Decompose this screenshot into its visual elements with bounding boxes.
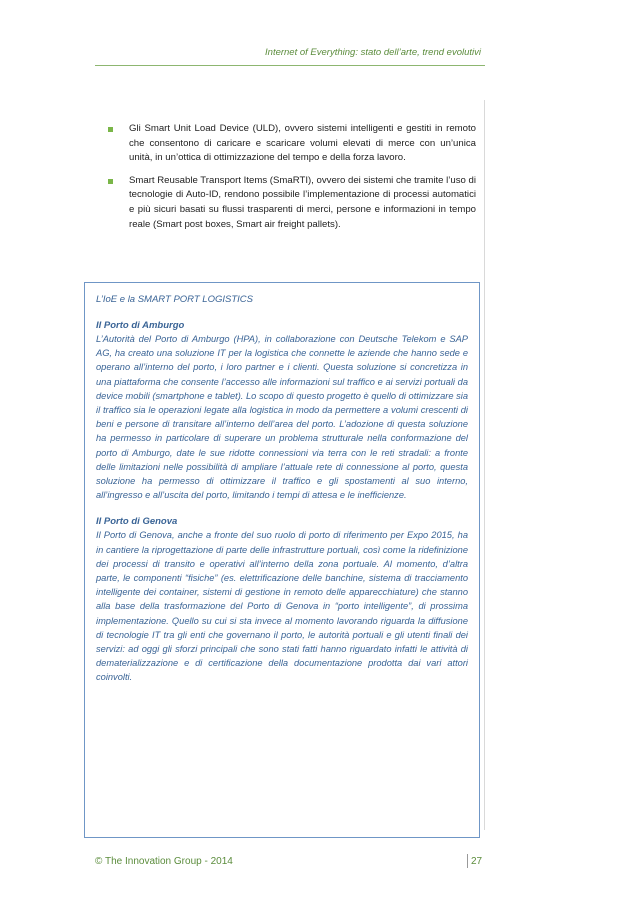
section-text-amburgo: L’Autorità del Porto di Amburgo (HPA), in collaborazione con Deutsche Telekom e SAP AG, ha creato una soluzione IT per la logistica che connette le aziende che hanno sede e operano all’interno del porto, i loro partner e i clienti. Questa soluzione si concretizza in una piattaforma che consente l’accesso alle informazioni sul traffico e ai servizi portuali da device mobili (smartphone e tablet). Lo scopo di questo progetto è quello di ottimizzare sia il traffico sia le operazioni legate alla logistica in modo da permettere a volumi crescenti di beni e persone di transitare all’interno dell’area del porto. L’adozione di questa soluzione ha permesso in particolare di superare un problema strutturale nella conformazione del porto di Amburgo, date le sue ridotte connessioni via terra con le reti stradali: a fronte delle limitazioni nelle possibilità di ampliare l’attuale rete di connessione al porto, questa soluzione ha permesso di ottimizzare il traffico e gli spostamenti al suo interno, all’ingresso e all’uscita del porto, limitando i tempi di attesa e le inefficienze. bbox=[96, 334, 468, 501]
footer-separator bbox=[467, 854, 468, 868]
side-margin-rule bbox=[484, 100, 485, 830]
box-title: L’IoE e la SMART PORT LOGISTICS bbox=[96, 294, 253, 305]
square-bullet-icon bbox=[108, 179, 113, 184]
page-number: 27 bbox=[471, 856, 483, 867]
bullet-text-uld: Gli Smart Unit Load Device (ULD), ovvero sistemi intelligenti e gestiti in remoto che consentono di caricare e scaricare volumi elevati di merce con un’unica unità, in un’ottica di ottimizzazione del tempo e della forza lavoro. bbox=[129, 123, 476, 164]
list-item bbox=[108, 122, 476, 166]
square-bullet-icon bbox=[108, 127, 113, 132]
section-heading-genova: Il Porto di Genova bbox=[96, 516, 178, 528]
list-item bbox=[108, 174, 476, 232]
bullet-text-smarti: Smart Reusable Transport Items (SmaRTI), ovvero dei sistemi che tramite l’uso di tecnologie di Auto-ID, rendono possibile l’implementazione di processi automatici e più sicuri basati su flussi trasparenti di merci, persone e informazioni in tempo reale (Smart post boxes, Smart air freight pallets). bbox=[129, 174, 476, 230]
section-text-genova: Il Porto di Genova, anche a fronte del suo ruolo di porto di riferimento per Expo 2015, ha in cantiere la riprogettazione di parte delle infrastrutture portuali, così come la ridefinizione dei processi di transito e operativi all’interno della zona portuale. Al momento, d’altra parte, le componenti “fisiche” (es. elettrificazione delle banchine, sistema di tracciamento intelligente dei container, sistemi di gestione in remoto delle apparecchiature) che stanno alla base della trasformazione del Porto di Genova in “porto intelligente”, di prossima implementazione. Quello su cui si sta invece al momento lavorando riguarda la diffusione di tecnologie IT tra gli enti che governano il porto, le autorità portuali e gli utenti finali dei servizi: ad oggi gli sforzi principali che sono stati fatti hanno riguardato infatti le attività di dematerializzazione e di certificazione della documentazione prodotta dai vari attori coinvolti. bbox=[96, 530, 468, 683]
section-heading-amburgo: Il Porto di Amburgo bbox=[96, 320, 185, 331]
header-rule bbox=[95, 65, 485, 66]
bullet-list bbox=[108, 122, 476, 240]
running-header: Internet of Everything: stato dell’arte, trend evolutivi bbox=[265, 47, 481, 58]
footer-copyright: © The Innovation Group - 2014 bbox=[95, 856, 233, 867]
case-study-box bbox=[84, 282, 480, 838]
